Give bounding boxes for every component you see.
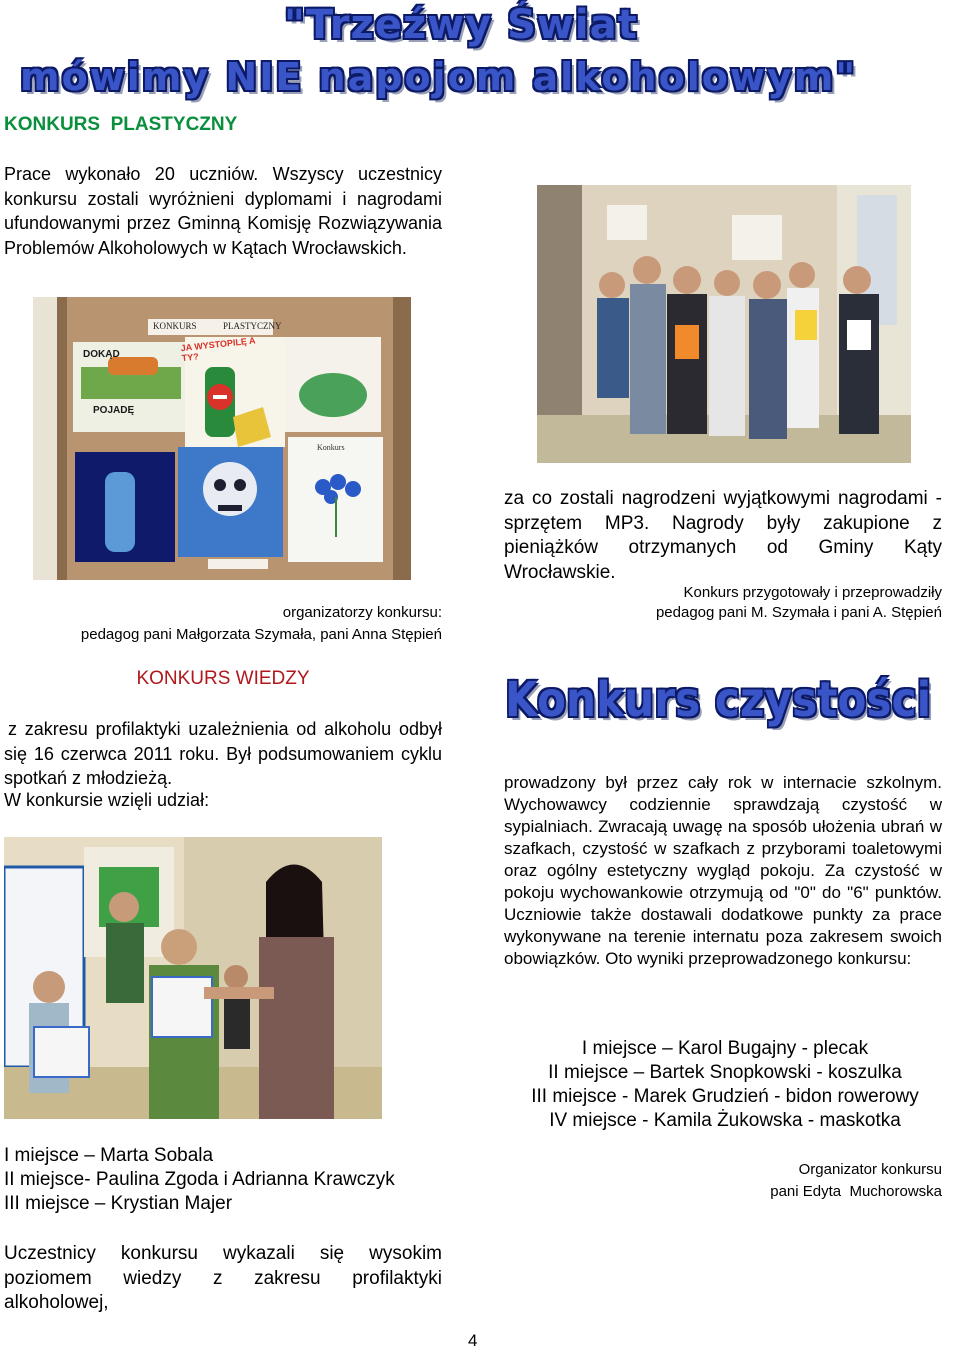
result-3: III miejsce - Marek Grudzień - bidon rowerowy (531, 1086, 919, 1107)
poster-board-photo (33, 297, 411, 580)
organizers-label: organizatorzy konkursu: (282, 604, 442, 621)
header-title-line2: mówimy NIE napojom alkoholowym" (20, 55, 858, 99)
prepared-line1: Konkurs przygotowały i przeprowadziły (683, 584, 942, 601)
result-1: I miejsce – Karol Bugajny - plecak (581, 1038, 869, 1059)
prepared-line2: pedagog pani M. Szymała i pani A. Stępień (655, 604, 942, 621)
knowledge-participants: W konkursie wzięli udział: (4, 790, 210, 810)
poster-sign-right: PLASTYCZNY (223, 321, 282, 331)
knowledge-heading: KONKURS WIEDZY (136, 668, 310, 689)
page-number: 4 (468, 1331, 478, 1350)
prize-text: za co zostali nagrodzeni wyjątkowymi nagrodami - sprzętem MP3. Nagrody były zakupione z pieniążków otrzymanych od Gminy Kąty Wrocławskie. (504, 488, 942, 583)
winner-1: I miejsce – Marta Sobala (4, 1145, 214, 1166)
art-contest-text: Prace wykonało 20 uczniów. Wszyscy uczestnicy konkursu zostali wyróżnieni dyplomami i nagrodami ufundowanymi przez Gminną Komisję Rozwiązywania Problemów Alkoholowych w Kątach Wrocławskich. (4, 164, 442, 258)
knowledge-contest-photo (4, 837, 382, 1119)
poster-sign-left: KONKURS (153, 321, 197, 331)
result-4: IV miejsce - Kamila Żukowska - maskotka (549, 1110, 901, 1131)
winner-3: III miejsce – Krystian Majer (4, 1193, 233, 1214)
poster-text-3: POJADĘ (93, 405, 135, 416)
organizer-name: pani Edyta Muchorowska (770, 1183, 942, 1200)
closing-text: Uczestnicy konkursu wykazali się wysokim poziomem wiedzy z zakresu profilaktyki alkoholowej, (4, 1243, 442, 1313)
organizer-label: Organizator konkursu (798, 1161, 942, 1178)
group-photo (537, 185, 911, 463)
winner-2: II miejsce- Paulina Zgoda i Adrianna Krawczyk (4, 1169, 395, 1190)
art-contest-heading: KONKURS PLASTYCZNY (4, 114, 238, 135)
cleanliness-text: prowadzony był przez cały rok w internacie szkolnym. Wychowawcy codziennie sprawdzają czystość w sypialniach. Zwracają uwagę na sposób ułożenia ubrań w szafkach, czystość w szafkach z przyborami toaletowymi oraz ogólny estetyczny wygląd pokoju. Za czystość w pokoju wychowankowie otrzymują od "0" do "6" punktów. Uczniowie także dostawali dodatkowe punkty za prace wykonywane na terenie internatu poza zakresem swoich obowiązków. Oto wyniki przeprowadzonego konkursu: (504, 773, 942, 968)
poster-text-4: Konkurs (317, 443, 345, 452)
header-title-line1: "Trzeźwy Świat (284, 2, 638, 48)
result-2: II miejsce – Bartek Snopkowski - koszulka (548, 1062, 902, 1083)
poster-text-1: JA WYSTOPILĘ A TY? (180, 335, 256, 364)
poster-text-2: DOKĄD (83, 349, 120, 360)
knowledge-text: z zakresu profilaktyki uzależnienia od alkoholu odbył się 16 czerwca 2011 roku. Był podsumowaniem cyklu spotkań z młodzieżą. (4, 719, 442, 788)
organizers-names: pedagog pani Małgorzata Szymała, pani Anna Stępień (80, 626, 442, 643)
cleanliness-heading: Konkurs czystości (505, 672, 932, 728)
